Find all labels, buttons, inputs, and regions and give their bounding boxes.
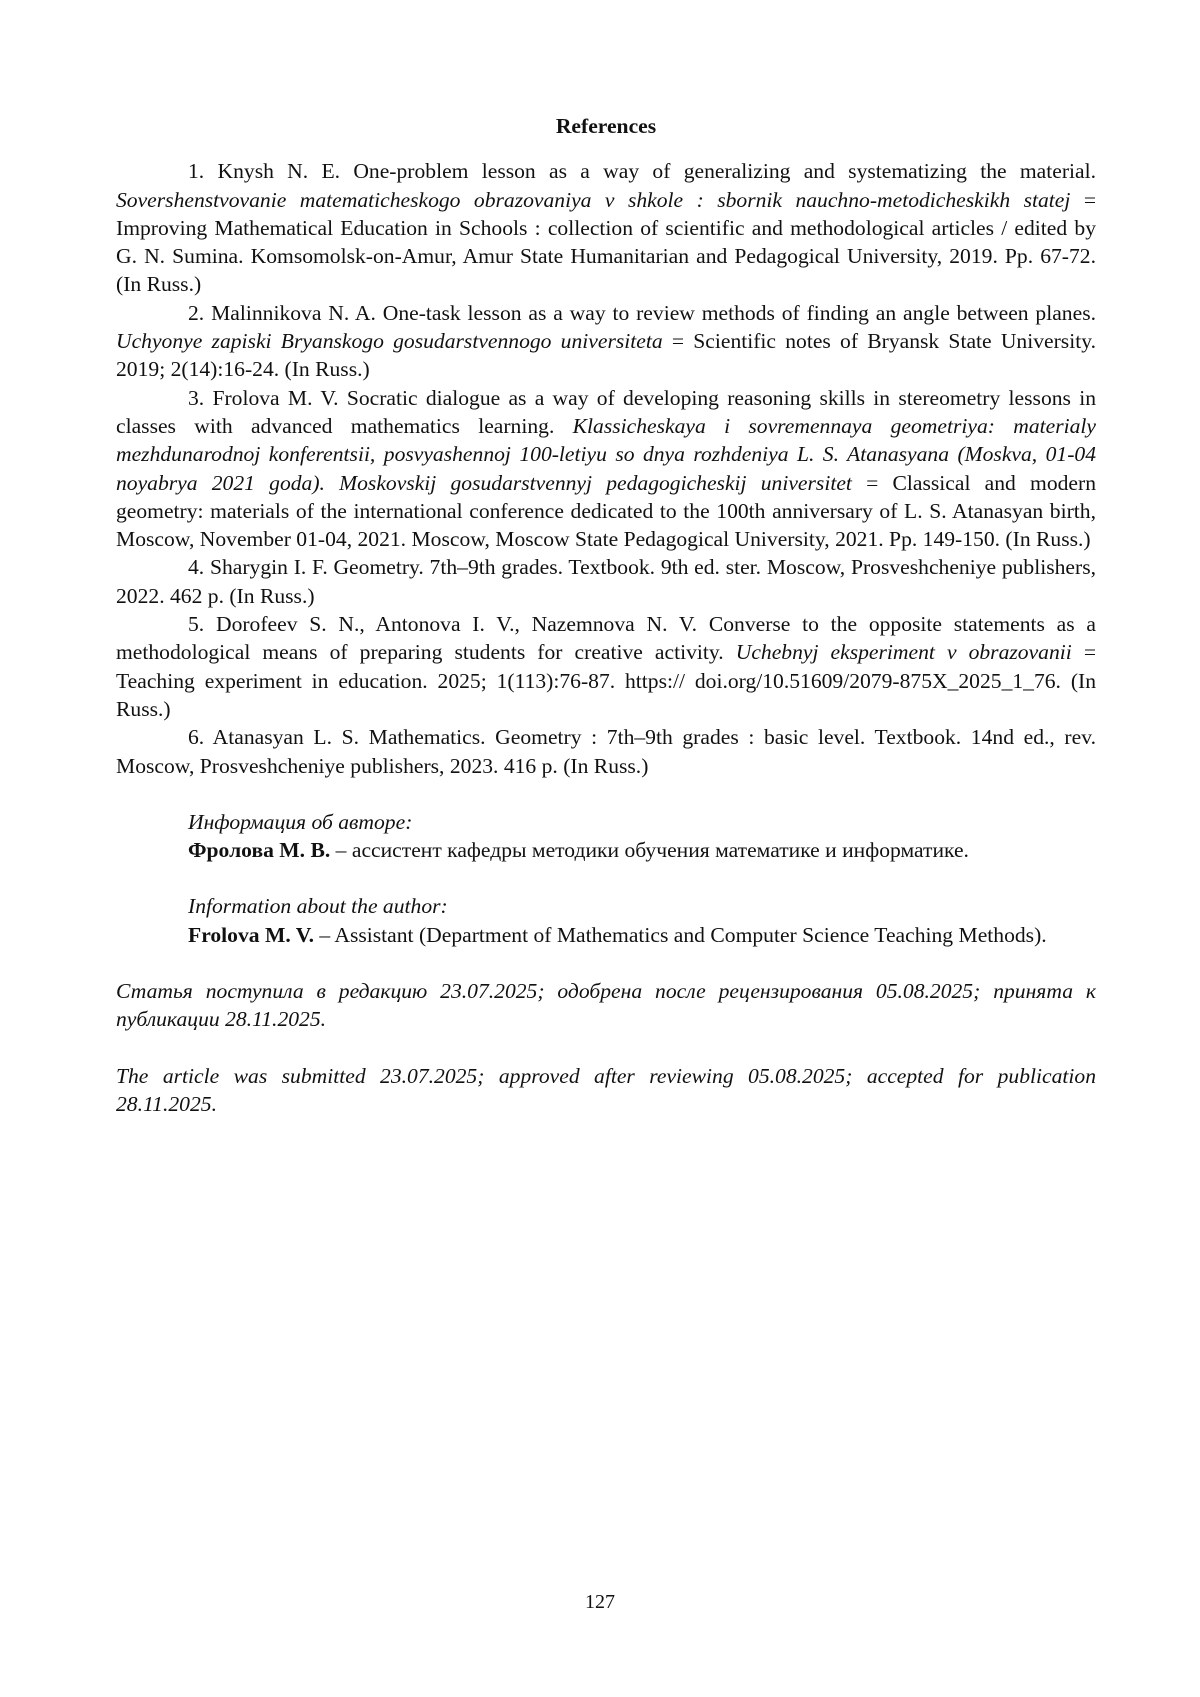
reference-number: 3. [188, 385, 205, 410]
reference-text: Atanasyan L. S. Mathematics. Geometry : 7th–9th grades : basic level. Textbook. 14nd ed., rev. Moscow, Prosveshcheniye publishers, 2023. 416 p. (In Russ.) [116, 725, 1096, 778]
reference-text: Knysh N. E. One-problem lesson as a way of generalizing and systematizing the material. [217, 159, 1097, 184]
reference-details: = Improving Mathematical Education in Schools : collection of scientific and methodological articles / edited by G. N. Sumina. Komsomolsk-on-Amur, Amur State Humanitarian and Pedagogical University, 2019. Pp. 67-72. (In Russ.) [116, 187, 1096, 297]
references-heading: References [555, 114, 657, 138]
author-name-ru: Фролова М. В. [188, 838, 331, 863]
reference-number: 1. [188, 159, 205, 184]
reference-text: Dorofeev S. N., Antonova I. V., Nazemnova N. V. Converse to the opposite statements as a methodological means of preparing students for creative activity. [116, 612, 1096, 665]
author-line-ru [116, 836, 1096, 864]
reference-details: = Classical and modern geometry: materials of the international conference dedicated to the 100th anniversary of L. S. Atanasyan birth, Moscow, November 01-04, 2021. Moscow, Moscow State Pedagogical University, 2021. Pp. 149-150. (In Russ.) [116, 470, 1097, 552]
author-info-ru [116, 808, 1096, 865]
reference-source-title: Sovershenstvovanie matematicheskogo obrazovaniya v shkole : sbornik nauchno-metodicheskikh statej [116, 187, 1071, 212]
reference-item [116, 299, 1096, 384]
reference-item [116, 723, 1096, 780]
author-description-en: – Assistant (Department of Mathematics and Computer Science Teaching Methods). [313, 922, 1047, 947]
reference-item [116, 553, 1096, 610]
reference-number: 2. [188, 300, 205, 325]
page-body [116, 112, 1096, 1118]
reference-source-title: Klassicheskaya i sovremennaya geometriya: materialy mezhdunarodnoj konferentsii, posvyashennoj 100-letiyu so dnya rozhdeniya L. S. Atanasyana (Moskva, 01-04 noyabrya 2021 goda). Moskovskij gosudarstvennyj pedagogicheskij universitet [116, 413, 1096, 495]
reference-text: Frolova M. V. Socratic dialogue as a way of developing reasoning skills in stereometry lessons in classes with advanced mathematics learning. [116, 385, 1096, 438]
reference-text: Malinnikova N. A. One-task lesson as a way to review methods of finding an angle between planes. [211, 300, 1096, 325]
reference-number: 6. [188, 725, 205, 750]
reference-source-title: Uchebnyj eksperiment v obrazovanii [735, 640, 1072, 665]
article-dates-ru: Статья поступила в редакцию 23.07.2025; одобрена после рецензирования 05.08.2025; принята к публикации 28.11.2025. [116, 979, 1096, 1032]
reference-details: = Scientific notes of Bryansk State University. 2019; 2(14):16-24. (In Russ.) [116, 329, 1096, 382]
author-info-label-en: Information about the author: [188, 894, 448, 919]
references-list [116, 157, 1096, 780]
author-description-ru: – ассистент кафедры методики обучения математике и информатике. [330, 838, 969, 863]
reference-source-title: Uchyonye zapiski Bryanskogo gosudarstvennogo universiteta [116, 329, 663, 354]
author-line-en [116, 921, 1096, 949]
reference-item [116, 610, 1096, 723]
reference-item [116, 384, 1096, 554]
article-dates-en: The article was submitted 23.07.2025; approved after reviewing 05.08.2025; accepted for publication 28.11.2025. [116, 1063, 1096, 1116]
page-number: 127 [585, 1591, 615, 1613]
reference-number: 5. [188, 612, 205, 637]
reference-number: 4. [188, 555, 205, 580]
reference-item [116, 157, 1096, 298]
author-info-label-ru: Информация об авторе: [188, 809, 413, 834]
author-name-en: Frolova M. V. [188, 922, 314, 947]
reference-details: = Teaching experiment in education. 2025; 1(113):76-87. https:// doi.org/10.51609/2079-875X_2025_1_76. (In Russ.) [116, 640, 1097, 721]
author-info-en [116, 892, 1096, 949]
reference-text: Sharygin I. F. Geometry. 7th–9th grades. Textbook. 9th ed. ster. Moscow, Prosveshcheniye publishers, 2022. 462 p. (In Russ.) [116, 555, 1097, 608]
